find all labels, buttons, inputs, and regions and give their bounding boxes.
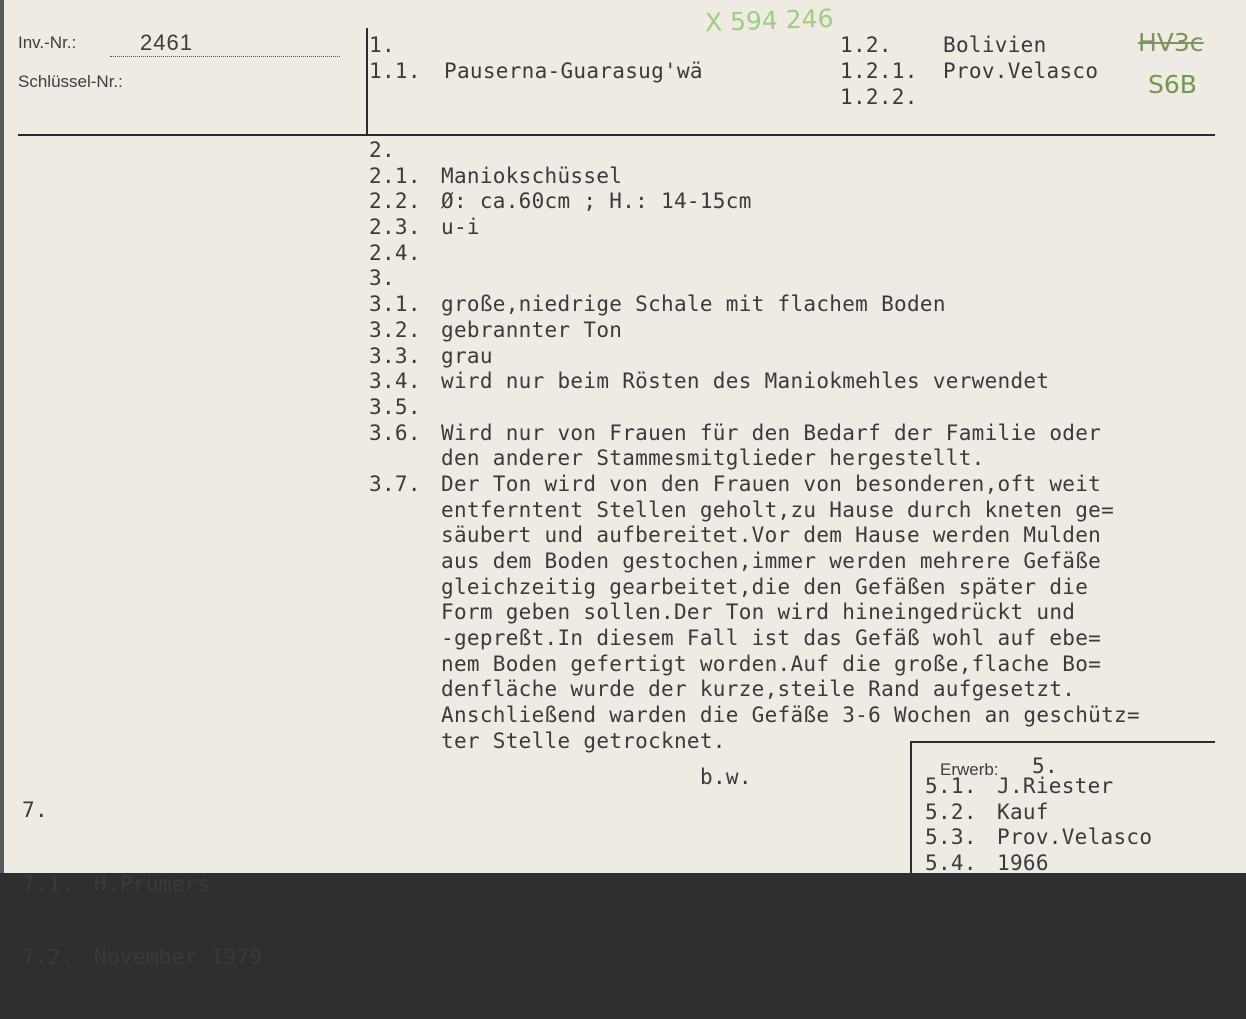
body-row — [369, 344, 1140, 370]
card-edge — [0, 0, 4, 873]
row-text: gleichzeitig gearbeitet,die den Gefäßen später die — [441, 574, 1089, 599]
row-number: 3.7. — [369, 471, 421, 496]
body-row — [369, 498, 1140, 524]
body-row — [369, 549, 1140, 575]
handwritten-code-struck: HV3c — [1138, 28, 1204, 57]
row-number: 2.4. — [369, 240, 421, 265]
row-text: wird nur beim Rösten des Maniokmehles verwendet — [441, 369, 1050, 394]
section-7-number: 7. — [22, 798, 48, 822]
row-text: große,niedrige Schale mit flachem Boden — [441, 292, 946, 317]
row-text: grau — [441, 343, 493, 368]
body-row — [369, 215, 1140, 241]
body-row — [369, 575, 1140, 601]
erwerb-box-left — [910, 741, 912, 873]
row-text: Wird nur von Frauen für den Bedarf der Familie oder — [441, 420, 1102, 445]
section-5-number: 5. — [1032, 754, 1058, 778]
inv-label: Inv.-Nr.: — [18, 33, 77, 52]
body-row — [369, 189, 1140, 215]
header-divider-horizontal — [18, 134, 1215, 136]
erwerb-row — [925, 800, 1152, 826]
row-number: 3.4. — [369, 369, 421, 394]
country: Bolivien — [943, 33, 1047, 57]
handwritten-number: X 594 246 — [704, 3, 834, 38]
schluessel-label: Schlüssel-Nr.: — [18, 72, 123, 91]
erwerb-row-number: 5.4. — [925, 851, 977, 876]
section-1-1-number: 1.1. — [369, 59, 421, 83]
row-number: 3.6. — [369, 420, 421, 445]
erwerb-label: Erwerb: — [940, 760, 999, 779]
inv-dotted-line — [110, 56, 340, 57]
row-number: 2.3. — [369, 215, 421, 240]
erwerb-row-text: J.Riester — [997, 774, 1114, 798]
row-number: 2.1. — [369, 163, 421, 188]
row-text: Form geben sollen.Der Ton wird hineingedrückt und — [441, 600, 1076, 625]
row-text: aus dem Boden gestochen,immer werden mehrere Gefäße — [441, 549, 1102, 573]
erwerb-row — [925, 825, 1152, 851]
row-text: u-i — [441, 215, 480, 240]
erwerb-row-text: 1966 — [997, 851, 1049, 876]
section-1-2-2-number: 1.2.2. — [840, 85, 918, 109]
body-row — [369, 523, 1140, 549]
erwerb-row-text: Prov.Velasco — [997, 825, 1153, 850]
body-row — [369, 446, 1140, 472]
section-1-2-1-number: 1.2.1. — [840, 59, 918, 83]
erwerb-row-number: 5.1. — [925, 774, 977, 798]
row-text: ter Stelle getrocknet. — [441, 728, 726, 753]
row-text: nem Boden gefertigt worden.Auf die große,flache Bo= — [441, 651, 1102, 676]
date: November 1979 — [94, 945, 263, 970]
ethnic-group: Pauserna-Guarasug'wä — [444, 59, 703, 83]
section-1-number: 1. — [369, 33, 395, 57]
body-row — [369, 472, 1140, 498]
body-row — [369, 138, 1140, 164]
section-7-1-number: 7.1. — [22, 871, 74, 896]
row-text: säubert und aufbereitet.Vor dem Hause werden Mulden — [441, 523, 1102, 548]
body-row — [369, 395, 1140, 421]
body-row — [369, 292, 1140, 318]
header-divider-vertical — [366, 28, 368, 134]
section-1-2-number: 1.2. — [840, 33, 892, 57]
body-row — [369, 652, 1140, 678]
erwerb-row-number: 5.3. — [925, 825, 977, 850]
erwerb-row-text: Kauf — [997, 799, 1049, 824]
body-row — [369, 626, 1140, 652]
author: H.Prümers — [94, 871, 211, 896]
handwritten-code: S6B — [1148, 70, 1197, 99]
row-text: Der Ton wird von den Frauen von besonderen,oft weit — [441, 471, 1102, 496]
row-number: 3. — [369, 266, 395, 291]
row-number: 3.2. — [369, 317, 421, 342]
body-row — [369, 677, 1140, 703]
row-text: den anderer Stammesmitglieder hergestellt. — [441, 446, 985, 471]
body-row — [369, 703, 1140, 729]
row-number: 2. — [369, 138, 395, 162]
body-row — [369, 318, 1140, 344]
body-row — [369, 266, 1140, 292]
row-text: gebrannter Ton — [441, 317, 623, 342]
row-text: Anschließend warden die Gefäße 3-6 Wochen an geschütz= — [441, 703, 1140, 728]
row-number: 3.1. — [369, 292, 421, 317]
bw-note: b.w. — [700, 765, 752, 789]
erwerb-rows — [925, 774, 1152, 877]
inv-value: 2461 — [140, 30, 193, 55]
row-text: Ø: ca.60cm ; H.: 14-15cm — [441, 189, 752, 214]
erwerb-box-top — [910, 741, 1215, 743]
row-text: Maniokschüssel — [441, 163, 623, 188]
row-number: 3.5. — [369, 394, 421, 419]
row-number: 2.2. — [369, 189, 421, 214]
body-row — [369, 241, 1140, 267]
body-row — [369, 369, 1140, 395]
body-row — [369, 421, 1140, 447]
erwerb-row — [925, 774, 1152, 800]
erwerb-row-number: 5.2. — [925, 799, 977, 824]
section-7-2-number: 7.2. — [22, 945, 74, 970]
row-text: denfläche wurde der kurze,steile Rand aufgesetzt. — [441, 677, 1076, 702]
body-block — [369, 138, 1140, 755]
body-row — [369, 600, 1140, 626]
row-text: -gepreßt.In diesem Fall ist das Gefäß wohl auf ebe= — [441, 626, 1102, 651]
row-number: 3.3. — [369, 343, 421, 368]
footer-left — [22, 750, 262, 1019]
erwerb-row — [925, 851, 1152, 877]
row-text: entferntent Stellen geholt,zu Hause durch kneten ge= — [441, 497, 1115, 522]
body-row — [369, 164, 1140, 190]
province: Prov.Velasco — [943, 59, 1099, 83]
